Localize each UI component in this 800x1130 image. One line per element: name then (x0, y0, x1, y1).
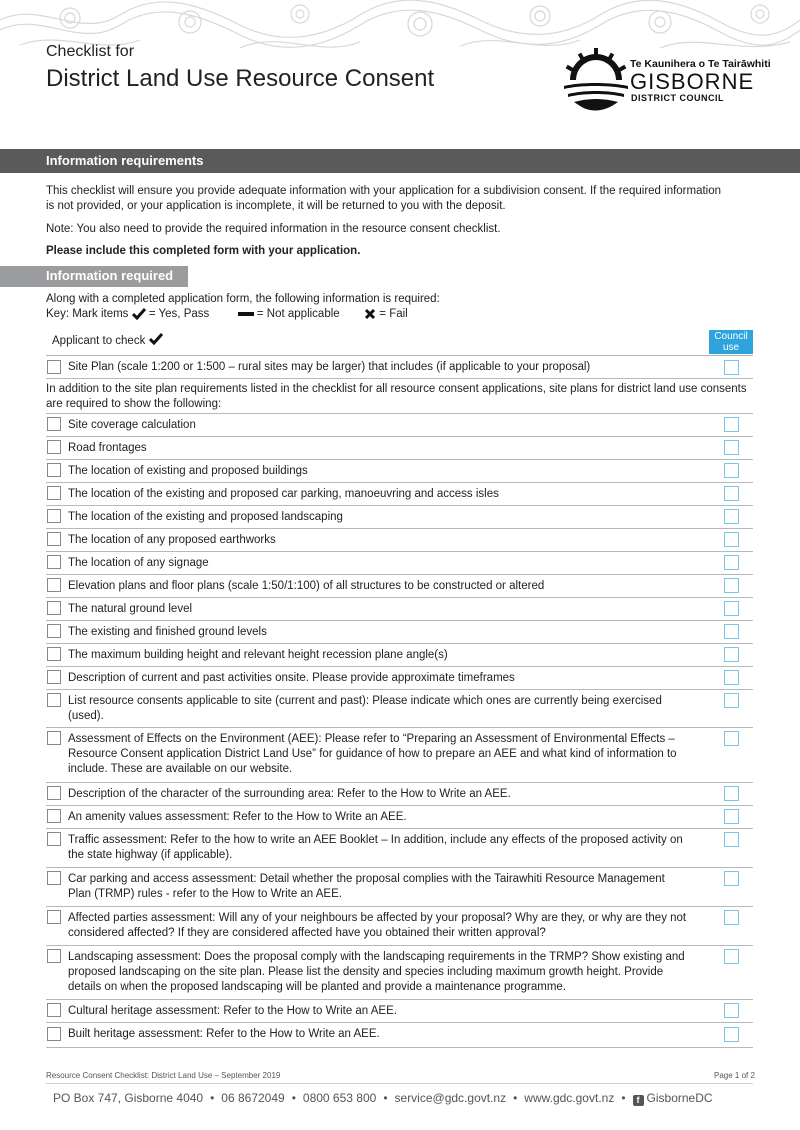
council-checkbox[interactable] (724, 832, 739, 847)
addition-note-text: In addition to the site plan requirements listed in the checklist for all resource consent applications, site plans for district land use consents are required to show the following: (46, 383, 747, 410)
footer-divider (46, 1083, 753, 1084)
applicant-checkbox[interactable] (47, 532, 61, 546)
checklist-row (46, 999, 753, 1022)
checklist-row (46, 413, 753, 436)
council-checkbox[interactable] (724, 910, 739, 925)
footer-website-link[interactable]: www.gdc.govt.nz (524, 1091, 615, 1105)
checklist-item-text: The location of existing and proposed buildings (68, 465, 308, 477)
checklist-item-text: The natural ground level (68, 603, 193, 615)
council-checkbox[interactable] (724, 624, 739, 639)
site-plan-addition-note (46, 378, 753, 413)
council-checkbox[interactable] (724, 670, 739, 685)
information-required-heading: Information required (46, 268, 174, 283)
checklist-item-text: Assessment of Effects on the Environment (AEE): Please refer to “Preparing an Assessment of Environmental Effects – Resource Consent application District Land Use” for guidance of how to prepare an AEE and what kind of information to include. These are available on our website. (68, 733, 677, 775)
checklist-row (46, 828, 753, 867)
cross-fail-icon (364, 308, 376, 320)
applicant-checkbox[interactable] (47, 949, 61, 963)
information-required-bar (0, 266, 188, 287)
council-checkbox[interactable] (724, 532, 739, 547)
checklist-row (46, 906, 753, 945)
check-mark-icon (132, 308, 146, 320)
logo-district-council: DISTRICT COUNCIL (631, 93, 724, 103)
checklist-item-text: Traffic assessment: Refer to the how to write an AEE Booklet – In addition, include any effects of the proposed activity on the state highway (if applicable). (68, 834, 683, 861)
separator-dot: • (513, 1091, 518, 1105)
applicant-checkbox[interactable] (47, 832, 61, 846)
applicant-checkbox[interactable] (47, 1003, 61, 1017)
applicant-to-check-label (52, 333, 163, 347)
checklist-row (46, 597, 753, 620)
checklist-item-text: Built heritage assessment: Refer to the How to Write an AEE. (68, 1028, 380, 1040)
checklist-row (46, 551, 753, 574)
council-checkbox[interactable] (724, 601, 739, 616)
applicant-checkbox[interactable] (47, 417, 61, 431)
footer-phone: 06 8672049 (221, 1091, 285, 1105)
footer-po-box: PO Box 747, Gisborne 4040 (53, 1091, 204, 1105)
council-checkbox[interactable] (724, 417, 739, 432)
checklist-item-text: Elevation plans and floor plans (scale 1:50/1:100) of all structures to be constructed or altered (68, 580, 545, 592)
key-legend (46, 308, 408, 320)
applicant-checkbox[interactable] (47, 624, 61, 638)
applicant-checkbox[interactable] (47, 731, 61, 745)
separator-dot: • (383, 1091, 388, 1105)
checklist-row (46, 620, 753, 643)
checklist-row (46, 805, 753, 828)
checklist-bottom-divider (46, 1047, 753, 1048)
page-title: District Land Use Resource Consent (46, 65, 435, 92)
applicant-label-text: Applicant to check (52, 335, 146, 347)
council-checkbox[interactable] (724, 463, 739, 478)
checklist-row (46, 436, 753, 459)
footer-page-number: Page 1 of 2 (714, 1071, 755, 1080)
council-checkbox[interactable] (724, 578, 739, 593)
checklist-row (46, 528, 753, 551)
facebook-icon: f (633, 1095, 644, 1106)
applicant-checkbox[interactable] (47, 910, 61, 924)
applicant-checkbox[interactable] (47, 693, 61, 707)
checklist-row (46, 782, 753, 805)
checklist-item-text: Car parking and access assessment: Detail whether the proposal complies with the Tairawhiti Resource Management Plan (TRMP) rules - refer to the How to Write an AEE. (68, 873, 665, 900)
council-checkbox[interactable] (724, 786, 739, 801)
note-paragraph: Note: You also need to provide the required information in the resource consent checklist. (46, 223, 501, 235)
council-checkbox[interactable] (724, 440, 739, 455)
checklist-item-text: Site Plan (scale 1:200 or 1:500 – rural sites may be larger) that includes (if applicable to your proposal) (68, 361, 591, 373)
information-requirements-heading: Information requirements (46, 153, 204, 168)
dash-not-applicable-icon (238, 311, 254, 317)
required-intro: Along with a completed application form, the following information is required: (46, 293, 440, 305)
checklist-row-site-plan (46, 355, 753, 378)
key-fail: = Fail (379, 308, 408, 321)
checklist-row (46, 482, 753, 505)
council-checkbox[interactable] (724, 486, 739, 501)
checklist-item-text: The location of any proposed earthworks (68, 534, 276, 546)
applicant-checkbox[interactable] (47, 601, 61, 615)
checklist-item-text: Description of the character of the surrounding area: Refer to the How to Write an AEE. (68, 788, 511, 800)
applicant-checkbox[interactable] (47, 871, 61, 885)
checklist-row (46, 459, 753, 482)
checklist-item-text: The maximum building height and relevant height recession plane angle(s) (68, 649, 448, 661)
separator-dot: • (210, 1091, 215, 1105)
checklist-row (46, 1022, 753, 1047)
checklist-item-text: Affected parties assessment: Will any of your neighbours be affected by your proposal? Why are they, or why are they not considered affected? If they are considered affected have you obtained their written approval? (68, 912, 687, 939)
information-requirements-bar (0, 149, 800, 173)
key-yes: = Yes, Pass (148, 308, 210, 321)
applicant-checkbox[interactable] (47, 670, 61, 684)
applicant-checkbox[interactable] (47, 578, 61, 592)
applicant-checkbox[interactable] (47, 809, 61, 823)
logo-maori-name: Te Kaunihera o Te Tairāwhiti (630, 58, 771, 70)
checklist-item-text: Description of current and past activities onsite. Please provide approximate timeframes (68, 672, 515, 684)
footer-email-link[interactable]: service@gdc.govt.nz (394, 1091, 507, 1105)
council-checkbox[interactable] (724, 555, 739, 570)
checklist-row (46, 727, 753, 782)
applicant-checkbox[interactable] (47, 555, 61, 569)
checklist-row (46, 689, 753, 727)
check-mark-icon (149, 333, 163, 345)
logo-gisborne: GISBORNE (630, 69, 755, 94)
applicant-checkbox[interactable] (47, 1027, 61, 1041)
checklist-row (46, 945, 753, 999)
footer-facebook-link[interactable]: GisborneDC (646, 1091, 713, 1105)
checklist-row (46, 867, 753, 906)
applicant-checkbox[interactable] (47, 486, 61, 500)
applicant-checkbox[interactable] (47, 440, 61, 454)
council-checkbox[interactable] (724, 360, 739, 375)
applicant-checkbox[interactable] (47, 786, 61, 800)
checklist-item-text: Landscaping assessment: Does the proposal comply with the landscaping requirements in the TRMP? Show existing and proposed landscaping on the site plan. Please list the density and species including maximum growth height. Provide details on when the proposed landscaping will be planted and provide a maintenance programme. (68, 951, 685, 993)
checklist-row (46, 643, 753, 666)
checklist-item-text: The location of the existing and proposed car parking, manoeuvring and access isles (68, 488, 499, 500)
separator-dot: • (621, 1091, 626, 1105)
checklist-item-text: Road frontages (68, 442, 147, 454)
council-checkbox[interactable] (724, 871, 739, 886)
council-checkbox[interactable] (724, 693, 739, 708)
intro-paragraph: This checklist will ensure you provide adequate information with your application for a subdivision consent. If the required information is not provided, or your application is incomplete, it will be returned to you with the deposit. (46, 185, 722, 212)
key-prefix: Key: Mark items (46, 308, 129, 321)
checklist-item-text: An amenity values assessment: Refer to the How to Write an AEE. (68, 811, 407, 823)
header-banner (0, 0, 800, 140)
checklist-item-text: The location of any signage (68, 557, 209, 569)
applicant-checkbox[interactable] (47, 360, 61, 374)
council-checkbox[interactable] (724, 809, 739, 824)
footer-contact (53, 1091, 713, 1106)
council-checkbox[interactable] (724, 509, 739, 524)
footer-document-name: Resource Consent Checklist: District Land Use – September 2019 (46, 1071, 281, 1080)
council-checkbox[interactable] (724, 647, 739, 662)
include-form-paragraph: Please include this completed form with your application. (46, 245, 361, 257)
council-checkbox[interactable] (724, 1027, 739, 1042)
applicant-checkbox[interactable] (47, 463, 61, 477)
title-prefix: Checklist for (46, 43, 135, 60)
key-not-applicable: = Not applicable (256, 308, 340, 321)
separator-dot: • (291, 1091, 296, 1105)
council-use-header: Council use (709, 330, 753, 354)
council-checkbox[interactable] (724, 949, 739, 964)
checklist-item-text: List resource consents applicable to site (current and past): Please indicate which ones are currently being exercised (used). (68, 695, 662, 722)
checklist-item-text: The existing and finished ground levels (68, 626, 267, 638)
council-checkbox[interactable] (724, 731, 739, 746)
checklist-item-text: The location of the existing and proposed landscaping (68, 511, 343, 523)
checklist-item-text: Cultural heritage assessment: Refer to the How to Write an AEE. (68, 1005, 397, 1017)
applicant-checkbox[interactable] (47, 509, 61, 523)
checklist-row (46, 666, 753, 689)
checklist-item-text: Site coverage calculation (68, 419, 196, 431)
checklist-row (46, 574, 753, 597)
applicant-checkbox[interactable] (47, 647, 61, 661)
footer-freephone: 0800 653 800 (302, 1091, 377, 1105)
council-checkbox[interactable] (724, 1003, 739, 1018)
checklist-row (46, 505, 753, 528)
